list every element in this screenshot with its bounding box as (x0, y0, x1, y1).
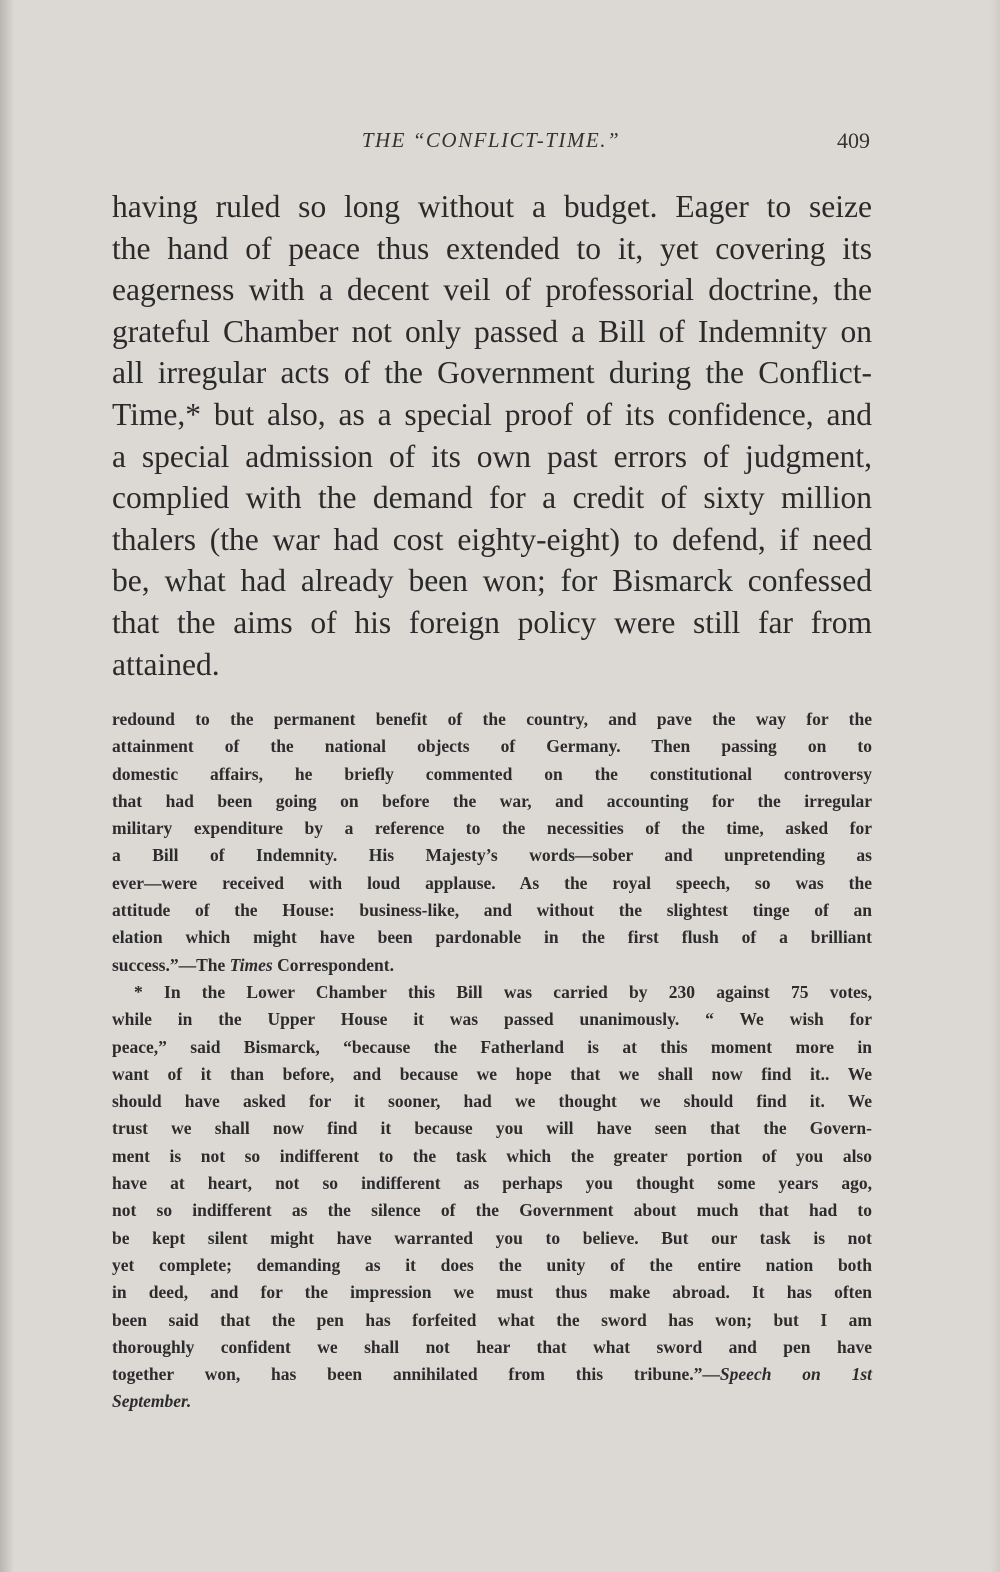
footnote-text: together won, has been annihilated from this tribune.”— (112, 1364, 720, 1385)
main-text-line: having ruled so long without a budget. Eager to seize (112, 189, 872, 224)
footnote-line: have at heart, not so indifferent as perhaps you thought some years ago, (112, 1173, 872, 1194)
footnote-line: domestic affairs, he briefly commented on the constitutional controversy (112, 763, 872, 784)
main-text-line: the hand of peace thus extended to it, yet covering its (112, 230, 872, 266)
main-text-line: Time,* but also, as a special proof of its confidence, and (112, 396, 872, 432)
footnote-line: attitude of the House: business-like, and without the slightest tinge of an (112, 900, 872, 921)
page-edge-shadow (990, 0, 1000, 1572)
footnote-line: peace,” said Bismarck, “because the Fatherland is at this moment more in (112, 1036, 872, 1057)
footnote-line: should have asked for it sooner, had we thought we should find it. We (112, 1091, 872, 1112)
speech-citation: Speech on 1st (719, 1364, 872, 1385)
main-text-line: complied with the demand for a credit of sixty million (112, 480, 872, 516)
speech-citation: September. (112, 1391, 192, 1412)
main-text (112, 186, 872, 685)
footnote-text: Correspondent. (272, 954, 394, 975)
main-text-line: a special admission of its own past errors of judgment, (112, 438, 872, 474)
main-text-line: grateful Chamber not only passed a Bill of Indemnity on (112, 313, 872, 349)
footnote-line (112, 1361, 872, 1388)
footnote-text: success.”—The (112, 954, 230, 975)
main-text-line: that the aims of his foreign policy were still far from (112, 604, 872, 640)
main-text-line: all irregular acts of the Government during the Conflict- (112, 355, 872, 391)
footnote-line: redound to the permanent benefit of the country, and pave the way for the (112, 709, 872, 729)
footnote-line: military expenditure by a reference to the necessities of the time, asked for (112, 818, 872, 839)
footnote-line (112, 1388, 872, 1415)
footnote-line: elation which might have been pardonable in the first flush of a brilliant (112, 927, 872, 948)
footnote-line: want of it than before, and because we hope that we shall now find it.. We (112, 1063, 872, 1084)
footnote-line: trust we shall now find it because you will have seen that the Govern- (112, 1118, 872, 1139)
page-number: 409 (837, 128, 870, 153)
footnotes (112, 706, 872, 1416)
main-text-line: be, what had already been won; for Bismarck confessed (112, 563, 872, 599)
page-gutter-shadow (0, 0, 14, 1572)
main-text-line: attained. (112, 646, 220, 682)
footnote-line: * In the Lower Chamber this Bill was carried by 230 against 75 votes, (134, 981, 872, 1002)
running-title: THE “CONFLICT-TIME.” (361, 128, 621, 152)
footnote-star (112, 979, 872, 1416)
footnote-line: while in the Upper House it was passed unanimously. “ We wish for (112, 1009, 872, 1030)
newspaper-title: Times (229, 954, 273, 975)
footnote-line: a Bill of Indemnity. His Majesty’s words—sober and unpretending as (112, 845, 872, 866)
running-head (112, 128, 870, 162)
footnote-line: in deed, and for the impression we must thus make abroad. It has often (112, 1282, 872, 1303)
footnote-line: been said that the pen has forfeited what the sword has won; but I am (112, 1309, 872, 1330)
footnote-line: ment is not so indifferent to the task which the greater portion of you also (112, 1145, 872, 1166)
footnote-line: ever—were received with loud applause. As the royal speech, so was the (112, 872, 872, 893)
main-text-line: thalers (the war had cost eighty-eight) to defend, if need (112, 521, 872, 557)
footnote-line: yet complete; demanding as it does the unity of the entire nation both (112, 1254, 872, 1275)
footnote-line: attainment of the national objects of Germany. Then passing on to (112, 736, 872, 757)
footnote-line: thoroughly confident we shall not hear that what sword and pen have (112, 1336, 872, 1357)
footnote-continued (112, 706, 872, 979)
footnote-line: that had been going on before the war, and accounting for the irregular (112, 790, 872, 811)
footnote-line: not so indifferent as the silence of the Government about much that had to (112, 1200, 872, 1221)
footnote-line (112, 952, 872, 979)
footnote-line: be kept silent might have warranted you to believe. But our task is not (112, 1227, 872, 1248)
main-text-line: eagerness with a decent veil of professorial doctrine, the (112, 272, 872, 308)
